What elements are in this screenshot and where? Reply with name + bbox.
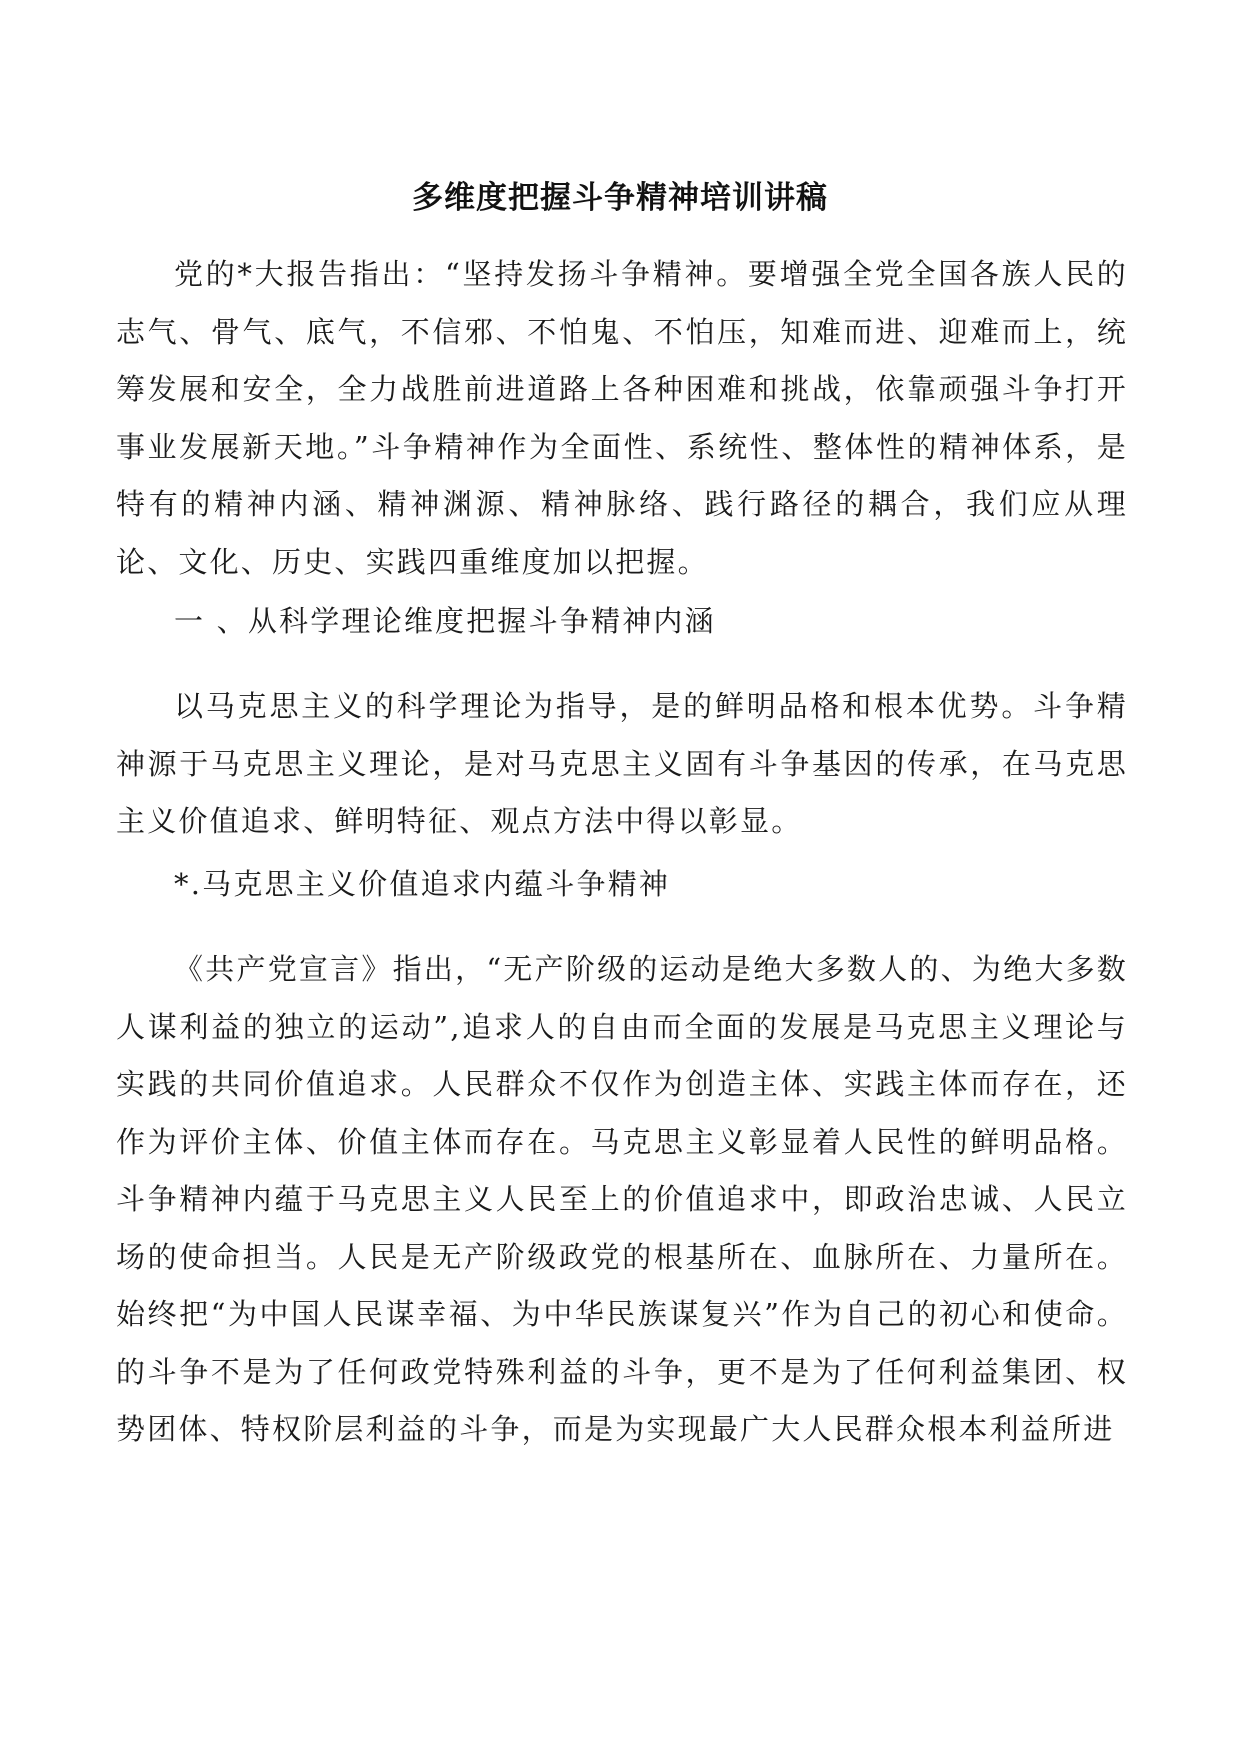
paragraph-intro: 党的*大报告指出：“坚持发扬斗争精神。要增强全党全国各族人民的志气、骨气、底气，不信邪、不怕鬼、不怕压，知难而进、迎难而上，统筹发展和安全，全力战胜前进道路上各种困难和挑战，依靠顽强斗争打开事业发展新天地。”斗争精神作为全面性、系统性、整体性的精神体系，是特有的精神内涵、精神渊源、精神脉络、践行路径的耦合，我们应从理论、文化、历史、实践四重维度加以把握。 [116,257,1128,579]
paragraph-value-pursuit: 《共产党宣言》指出，“无产阶级的运动是绝大多数人的、为绝大多数人谋利益的独立的运动”,追求人的自由而全面的发展是马克思主义理论与实践的共同价值追求。人民群众不仅作为创造主体、实践主体而存在，还作为评价主体、价值主体而存在。马克思主义彰显着人民性的鲜明品格。斗争精神内蕴于马克思主义人民至上的价值追求中，即政治忠诚、人民立场的使命担当。人民是无产阶级政党的根基所在、血脉所在、力量所在。始终把“为中国人民谋幸福、为中华民族谋复兴”作为自己的初心和使命。的斗争不是为了任何政党特殊利益的斗争，更不是为了任何利益集团、权势团体、特权阶层利益的斗争，而是为实现最广大人民群众根本利益所进 [116,952,1128,1446]
document-title: 多维度把握斗争精神培训讲稿 [412,180,828,216]
section-heading-1: 一 、从科学理论维度把握斗争精神内涵 [174,604,716,638]
subsection-heading-1: *.马克思主义价值追求内蕴斗争精神 [174,867,671,901]
paragraph-theory: 以马克思主义的科学理论为指导，是的鲜明品格和根本优势。斗争精神源于马克思主义理论，是对马克思主义固有斗争基因的传承，在马克思主义价值追求、鲜明特征、观点方法中得以彰显。 [116,689,1128,838]
